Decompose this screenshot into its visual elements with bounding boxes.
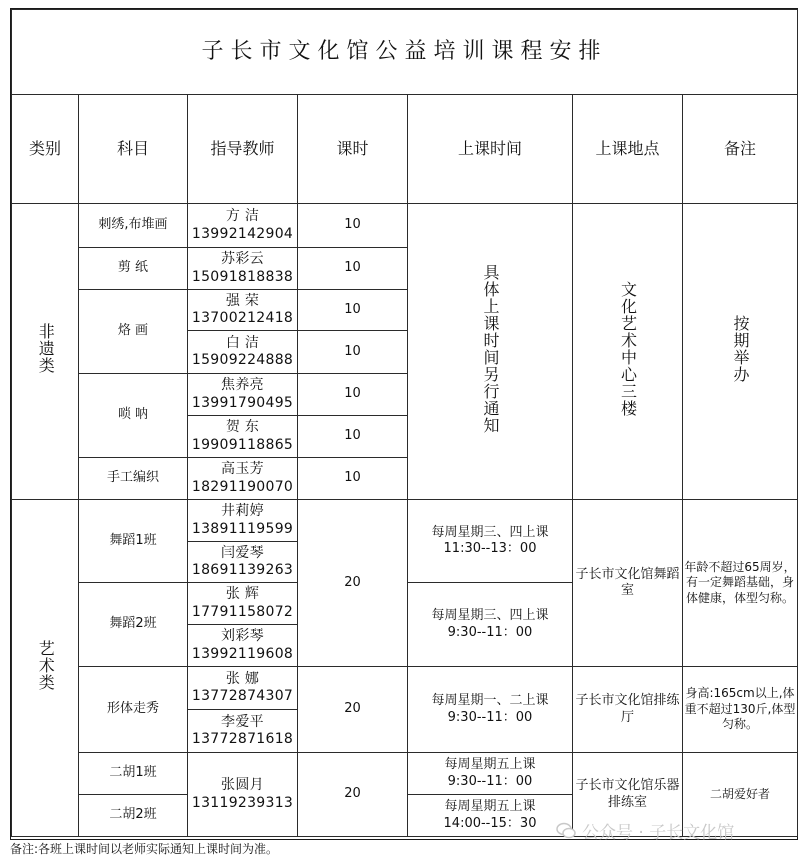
teacher-phone: 13119239313 bbox=[191, 794, 294, 811]
teacher-name: 焦养亮 bbox=[221, 377, 264, 393]
schedule-table-frame bbox=[10, 8, 798, 840]
subject-cell: 手工编织 bbox=[79, 458, 188, 500]
teacher-phone: 13772871618 bbox=[191, 731, 294, 747]
dance1-time-cell bbox=[408, 500, 573, 583]
teacher-cell bbox=[188, 542, 298, 583]
subject-cell: 形体走秀 bbox=[79, 667, 188, 753]
teacher-phone: 17791158072 bbox=[191, 603, 294, 620]
teacher-cell bbox=[188, 331, 298, 374]
watermark-text: 公众号 · 子长文化馆 bbox=[582, 823, 735, 843]
teacher-cell bbox=[188, 583, 298, 625]
erhu2-hours-range: 14:00--15：30 bbox=[443, 815, 537, 831]
teacher-name: 强 荣 bbox=[225, 292, 260, 309]
header-time: 上课时间 bbox=[408, 95, 573, 204]
header-teacher: 指导教师 bbox=[188, 95, 298, 204]
teacher-phone: 13991790495 bbox=[191, 394, 294, 411]
schedule-table bbox=[11, 9, 798, 837]
hours-cell: 10 bbox=[298, 458, 408, 500]
erhu2-days: 每周星期五上课 bbox=[444, 799, 536, 815]
subject-cell: 舞蹈1班 bbox=[79, 500, 188, 583]
teacher-cell bbox=[188, 374, 298, 416]
teacher-cell bbox=[188, 458, 298, 500]
feiyi-place-cell bbox=[573, 204, 683, 500]
teacher-name: 高玉芳 bbox=[221, 461, 264, 477]
teacher-cell bbox=[188, 416, 298, 458]
subject-cell: 唢 呐 bbox=[79, 374, 188, 458]
erhu-place-cell: 子长市文化馆乐器排练室 bbox=[573, 753, 683, 837]
erhu2-time-cell bbox=[408, 795, 573, 837]
teacher-cell bbox=[188, 290, 298, 331]
teacher-phone: 13700212418 bbox=[191, 310, 294, 326]
hours-cell: 10 bbox=[298, 290, 408, 331]
header-subject: 科目 bbox=[79, 95, 188, 204]
teacher-phone: 15091818838 bbox=[191, 268, 294, 285]
header-hours: 课时 bbox=[298, 95, 408, 204]
teacher-phone: 18691139263 bbox=[191, 562, 294, 578]
subject-cell: 烙 画 bbox=[79, 290, 188, 374]
subject-cell: 刺绣,布堆画 bbox=[79, 204, 188, 248]
teacher-name: 方 洁 bbox=[225, 208, 260, 224]
category-art-label: 艺术类 bbox=[36, 639, 56, 691]
teacher-name: 刘彩琴 bbox=[221, 628, 264, 644]
teacher-cell bbox=[188, 625, 298, 667]
teacher-phone: 13992119608 bbox=[191, 645, 294, 662]
teacher-name: 苏彩云 bbox=[221, 251, 264, 267]
feiyi-note-cell bbox=[683, 204, 798, 500]
watermark bbox=[556, 818, 734, 843]
hours-cell: 10 bbox=[298, 374, 408, 416]
dance2-hours-range: 9:30--11：00 bbox=[447, 624, 533, 640]
teacher-name: 贺 东 bbox=[225, 419, 260, 435]
header-place: 上课地点 bbox=[573, 95, 683, 204]
teacher-cell bbox=[188, 500, 298, 542]
teacher-cell bbox=[188, 710, 298, 753]
header-row bbox=[12, 95, 798, 204]
erhu1-time-cell bbox=[408, 753, 573, 795]
dance1-hours-range: 11:30--13：00 bbox=[443, 541, 537, 556]
model-place-cell: 子长市文化馆排练厅 bbox=[573, 667, 683, 753]
teacher-name: 闫爱琴 bbox=[221, 544, 264, 561]
category-feiyi bbox=[12, 204, 79, 500]
feiyi-place: 文化艺术中心三楼 bbox=[618, 280, 638, 417]
wechat-icon bbox=[556, 822, 576, 840]
header-note: 备注 bbox=[683, 95, 798, 204]
category-feiyi-label: 非遗类 bbox=[36, 323, 56, 375]
teacher-cell bbox=[188, 667, 298, 710]
teacher-phone: 19909118865 bbox=[191, 436, 294, 453]
model-hours-cell: 20 bbox=[298, 667, 408, 753]
dance1-days: 每周星期三、四上课 bbox=[431, 524, 549, 540]
footnote: 备注:各班上课时间以老师实际通知上课时间为准。 bbox=[10, 842, 279, 856]
teacher-name: 张 娜 bbox=[225, 670, 260, 687]
model-days: 每周星期一、二上课 bbox=[431, 693, 549, 709]
dance-hours-cell: 20 bbox=[298, 500, 408, 667]
dance2-time-cell bbox=[408, 583, 573, 667]
teacher-phone: 13772874307 bbox=[191, 688, 294, 704]
category-art bbox=[12, 500, 79, 837]
teacher-name: 井莉婷 bbox=[221, 503, 264, 519]
hours-cell: 10 bbox=[298, 204, 408, 248]
dance-note-cell: 年龄不超过65周岁，有一定舞蹈基础，身体健康，体型匀称。 bbox=[683, 500, 798, 667]
subject-cell: 二胡1班 bbox=[79, 753, 188, 795]
subject-cell: 二胡2班 bbox=[79, 795, 188, 837]
erhu1-hours-range: 9:30--11：00 bbox=[447, 773, 533, 789]
teacher-phone: 13992142904 bbox=[191, 225, 294, 242]
model-hours-range: 9:30--11：00 bbox=[447, 709, 533, 725]
dance-place-cell: 子长市文化馆舞蹈室 bbox=[573, 500, 683, 667]
teacher-phone: 15909224888 bbox=[191, 352, 294, 368]
teacher-cell bbox=[188, 753, 298, 837]
teacher-phone: 18291190070 bbox=[191, 478, 294, 495]
page-title: 子长市文化馆公益培训课程安排 bbox=[12, 10, 798, 95]
teacher-cell bbox=[188, 204, 298, 248]
teacher-name: 李爱平 bbox=[221, 713, 264, 730]
subject-cell: 舞蹈2班 bbox=[79, 583, 188, 667]
hours-cell: 10 bbox=[298, 331, 408, 374]
model-note-cell: 身高:165cm以上,体重不超过130斤,体型匀称。 bbox=[683, 667, 798, 753]
erhu-hours-cell: 20 bbox=[298, 753, 408, 837]
teacher-name: 张圆月 bbox=[221, 777, 264, 793]
dance2-days: 每周星期三、四上课 bbox=[431, 608, 549, 624]
subject-cell: 剪 纸 bbox=[79, 248, 188, 290]
header-category: 类别 bbox=[12, 95, 79, 204]
erhu-note-cell: 二胡爱好者 bbox=[683, 753, 798, 837]
feiyi-time-cell bbox=[408, 204, 573, 500]
hours-cell: 10 bbox=[298, 416, 408, 458]
erhu1-days: 每周星期五上课 bbox=[444, 757, 536, 773]
teacher-name: 张 辉 bbox=[225, 586, 260, 602]
teacher-name: 白 洁 bbox=[225, 334, 260, 351]
teacher-cell bbox=[188, 248, 298, 290]
hours-cell: 10 bbox=[298, 248, 408, 290]
feiyi-time: 具体上课时间另行通知 bbox=[481, 263, 500, 434]
model-time-cell bbox=[408, 667, 573, 753]
feiyi-note: 按期举办 bbox=[731, 314, 751, 383]
teacher-phone: 13891119599 bbox=[191, 520, 294, 537]
